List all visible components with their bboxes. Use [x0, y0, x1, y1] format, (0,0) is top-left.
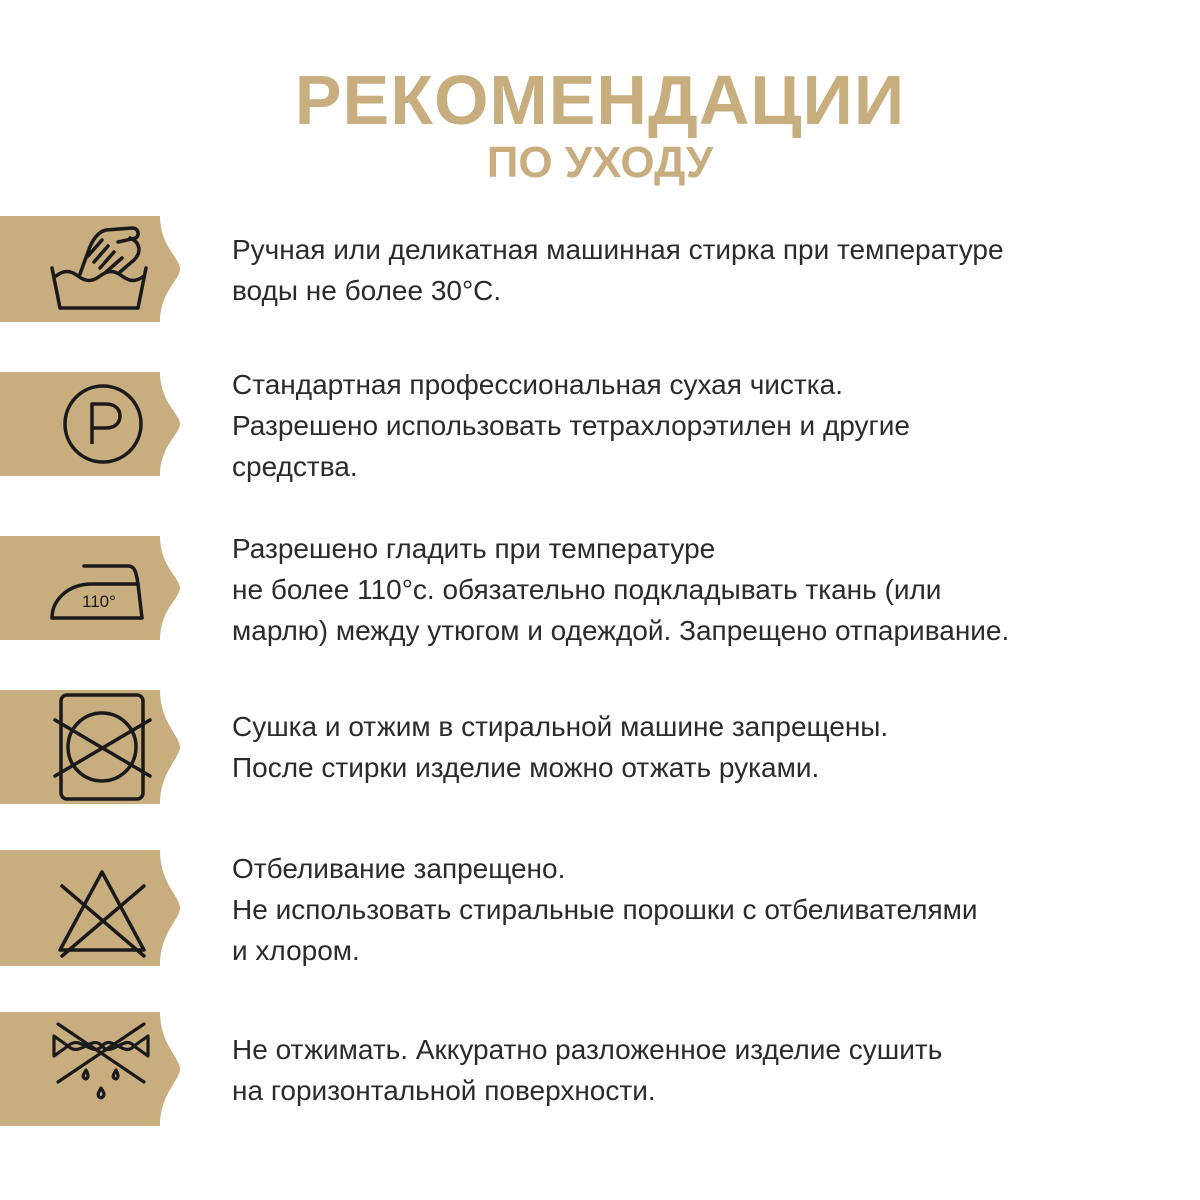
- care-text: Разрешено гладить при температуре не более 110°с. обязательно подкладывать ткань (или марлю) между утюгом и одеждой. Запрещено отпаривание.: [232, 533, 1010, 646]
- hand-wash-icon: [40, 216, 160, 322]
- care-item-no-bleach: [0, 850, 1200, 966]
- care-text: Стандартная профессиональная сухая чистка. Разрешено использовать тетрахлорэтилен и другие средства.: [232, 369, 910, 482]
- page-subtitle: ПО УХОДУ: [486, 138, 714, 187]
- care-item-no-wring: [0, 1012, 1200, 1126]
- care-text: Сушка и отжим в стиральной машине запрещены. После стирки изделие можно отжать руками.: [232, 711, 889, 783]
- care-text: Не отжимать. Аккуратно разложенное изделие сушить на горизонтальной поверхности.: [232, 1034, 943, 1106]
- care-item-iron: [0, 533, 1200, 646]
- no-bleach-icon: [40, 850, 160, 966]
- no-tumble-dry-icon: [40, 690, 160, 804]
- page-title: РЕКОМЕНДАЦИИ: [294, 61, 906, 139]
- care-text: Отбеливание запрещено. Не использовать стиральные порошки с отбеливателями и хлором.: [232, 853, 978, 966]
- no-wring-icon: [40, 1012, 160, 1126]
- care-text: Ручная или деликатная машинная стирка при температуре воды не более 30°С.: [232, 234, 1004, 306]
- care-item-hand-wash: [0, 216, 1200, 322]
- iron-temperature-label: 110°: [82, 592, 116, 611]
- care-item-dry-clean: [0, 369, 1200, 482]
- care-item-no-tumble-dry: [0, 690, 1200, 804]
- iron-icon: [40, 536, 160, 640]
- dry-clean-p-icon: [40, 372, 160, 476]
